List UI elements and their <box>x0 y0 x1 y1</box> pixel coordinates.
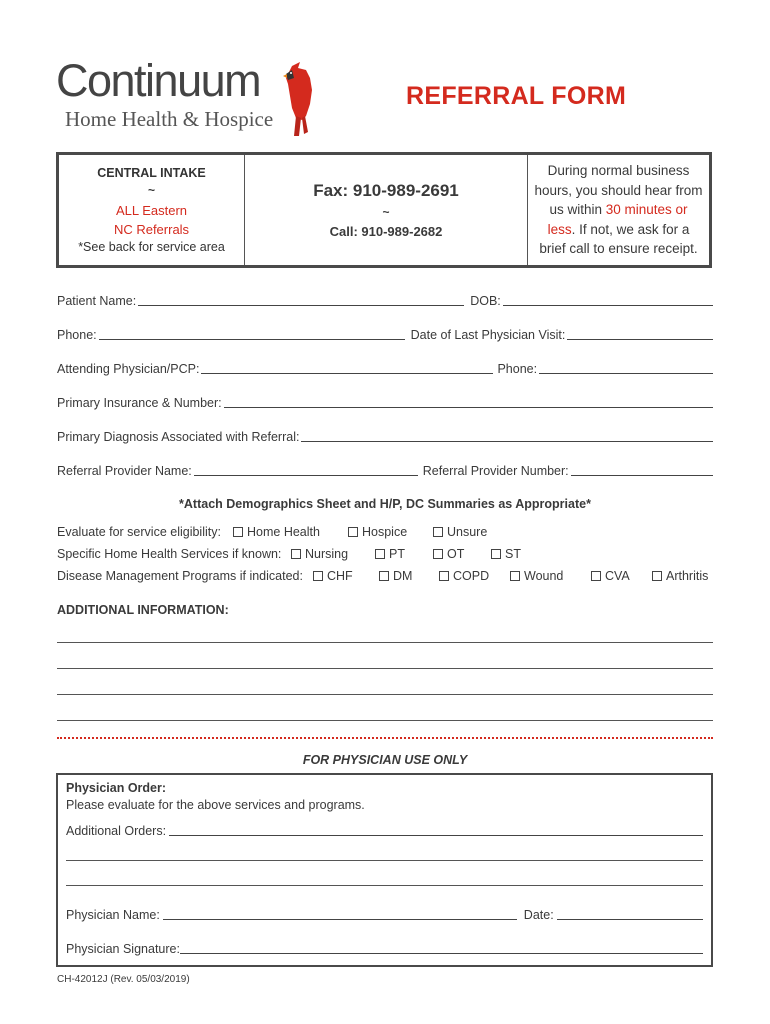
attending-phone-field[interactable] <box>539 373 713 374</box>
checkbox-square-icon[interactable] <box>510 571 520 581</box>
date-field[interactable] <box>557 919 703 920</box>
signature-row <box>66 940 703 956</box>
physician-order-title: Physician Order: <box>66 781 167 795</box>
physician-order-text: Please evaluate for the above services and programs. <box>66 798 365 812</box>
ref-provider-number-label: Referral Provider Number: <box>422 464 569 478</box>
checkbox-square-icon[interactable] <box>439 571 449 581</box>
patient-name-field[interactable] <box>138 305 464 306</box>
insurance-field[interactable] <box>224 407 713 408</box>
diagnosis-field[interactable] <box>301 441 713 442</box>
checkbox-st[interactable]: ST <box>491 547 521 561</box>
attending-row <box>57 360 713 376</box>
checkbox-nursing[interactable]: Nursing <box>291 547 348 561</box>
physician-name-row <box>66 906 703 922</box>
section-divider <box>57 737 713 739</box>
phone-label: Phone: <box>57 328 97 342</box>
separator-tilde: ~ <box>382 205 390 219</box>
additional-orders-label: Additional Orders: <box>66 824 167 838</box>
checkbox-hospice[interactable]: Hospice <box>348 525 407 539</box>
checkbox-square-icon[interactable] <box>233 527 243 537</box>
checkbox-square-icon[interactable] <box>379 571 389 581</box>
checkbox-square-icon[interactable] <box>375 549 385 559</box>
additional-orders-field[interactable] <box>169 835 703 836</box>
disease-label: Disease Management Programs if indicated: <box>57 569 303 583</box>
signature-label: Physician Signature: <box>66 942 180 956</box>
checkbox-chf[interactable]: CHF <box>313 569 353 583</box>
additional-info-line[interactable] <box>57 720 713 721</box>
eval-label: Evaluate for service eligibility: <box>57 525 221 539</box>
checkbox-pt[interactable]: PT <box>375 547 405 561</box>
cardinal-bird-icon <box>282 60 322 138</box>
last-visit-field[interactable] <box>567 339 713 340</box>
phone-field[interactable] <box>99 339 405 340</box>
form-title: REFERRAL FORM <box>406 82 627 110</box>
attending-phone-label: Phone: <box>497 362 538 376</box>
all-eastern-label: ALL Eastern <box>115 203 188 218</box>
separator-tilde: ~ <box>147 183 155 197</box>
additional-info-line[interactable] <box>57 642 713 643</box>
form-code: CH-42012J (Rev. 05/03/2019) <box>57 974 190 985</box>
checkbox-arthritis[interactable]: Arthritis <box>652 569 708 583</box>
physician-name-label: Physician Name: <box>66 908 160 922</box>
additional-info-heading: ADDITIONAL INFORMATION: <box>57 603 229 617</box>
provider-row <box>57 462 713 478</box>
response-time-highlight: 30 minutes or less <box>547 202 688 237</box>
ref-provider-number-field[interactable] <box>571 475 713 476</box>
checkbox-square-icon[interactable] <box>591 571 601 581</box>
patient-row <box>57 292 713 308</box>
additional-info-line[interactable] <box>57 694 713 695</box>
checkbox-ot[interactable]: OT <box>433 547 464 561</box>
checkbox-unsure[interactable]: Unsure <box>433 525 487 539</box>
dob-label: DOB: <box>470 294 501 308</box>
checkbox-square-icon[interactable] <box>491 549 501 559</box>
insurance-row <box>57 394 713 410</box>
checkbox-square-icon[interactable] <box>291 549 301 559</box>
attach-note: *Attach Demographics Sheet and H/P, DC Summaries as Appropriate* <box>179 497 591 511</box>
diagnosis-row <box>57 428 713 444</box>
additional-orders-line[interactable] <box>66 885 703 886</box>
checkbox-square-icon[interactable] <box>313 571 323 581</box>
attending-field[interactable] <box>201 373 493 374</box>
checkbox-square-icon[interactable] <box>652 571 662 581</box>
attending-label: Attending Physician/PCP: <box>57 362 200 376</box>
services-label: Specific Home Health Services if known: <box>57 547 282 561</box>
checkbox-wound[interactable]: Wound <box>510 569 563 583</box>
contact-panel <box>245 155 527 265</box>
fax-number: Fax: 910-989-2691 <box>313 181 459 200</box>
dob-field[interactable] <box>503 305 713 306</box>
physician-use-heading: FOR PHYSICIAN USE ONLY <box>302 753 468 767</box>
checkbox-square-icon[interactable] <box>348 527 358 537</box>
nc-referrals-label: NC Referrals <box>113 222 190 237</box>
checkbox-home-health[interactable]: Home Health <box>233 525 320 539</box>
patient-name-label: Patient Name: <box>57 294 137 308</box>
logo-wordmark: Continuum <box>56 55 261 106</box>
checkbox-square-icon[interactable] <box>433 549 443 559</box>
checkbox-dm[interactable]: DM <box>379 569 412 583</box>
checkbox-square-icon[interactable] <box>433 527 443 537</box>
logo-tagline: Home Health & Hospice <box>65 107 274 131</box>
physician-name-field[interactable] <box>163 919 517 920</box>
response-time-note: During normal business hours, you should hear from us within 30 minutes or less. If not, we ask for a brief call to ensure receipt. <box>534 163 703 257</box>
signature-field[interactable] <box>180 953 703 954</box>
central-intake-label: CENTRAL INTAKE <box>97 166 206 180</box>
checkbox-copd[interactable]: COPD <box>439 569 489 583</box>
last-visit-label: Date of Last Physician Visit: <box>410 328 566 342</box>
additional-info-line[interactable] <box>57 668 713 669</box>
ref-provider-name-field[interactable] <box>194 475 418 476</box>
additional-orders-line[interactable] <box>66 860 703 861</box>
phone-row <box>57 326 713 342</box>
date-label: Date: <box>523 908 554 922</box>
diagnosis-label: Primary Diagnosis Associated with Referral: <box>57 430 300 444</box>
insurance-label: Primary Insurance & Number: <box>57 396 222 410</box>
response-time-panel <box>527 155 709 265</box>
central-intake-panel <box>59 155 245 265</box>
ref-provider-name-label: Referral Provider Name: <box>57 464 192 478</box>
see-back-note: *See back for service area <box>78 240 225 254</box>
call-number: Call: 910-989-2682 <box>329 224 443 239</box>
checkbox-cva[interactable]: CVA <box>591 569 630 583</box>
additional-orders-row <box>66 822 703 838</box>
intake-info-box <box>56 152 712 268</box>
